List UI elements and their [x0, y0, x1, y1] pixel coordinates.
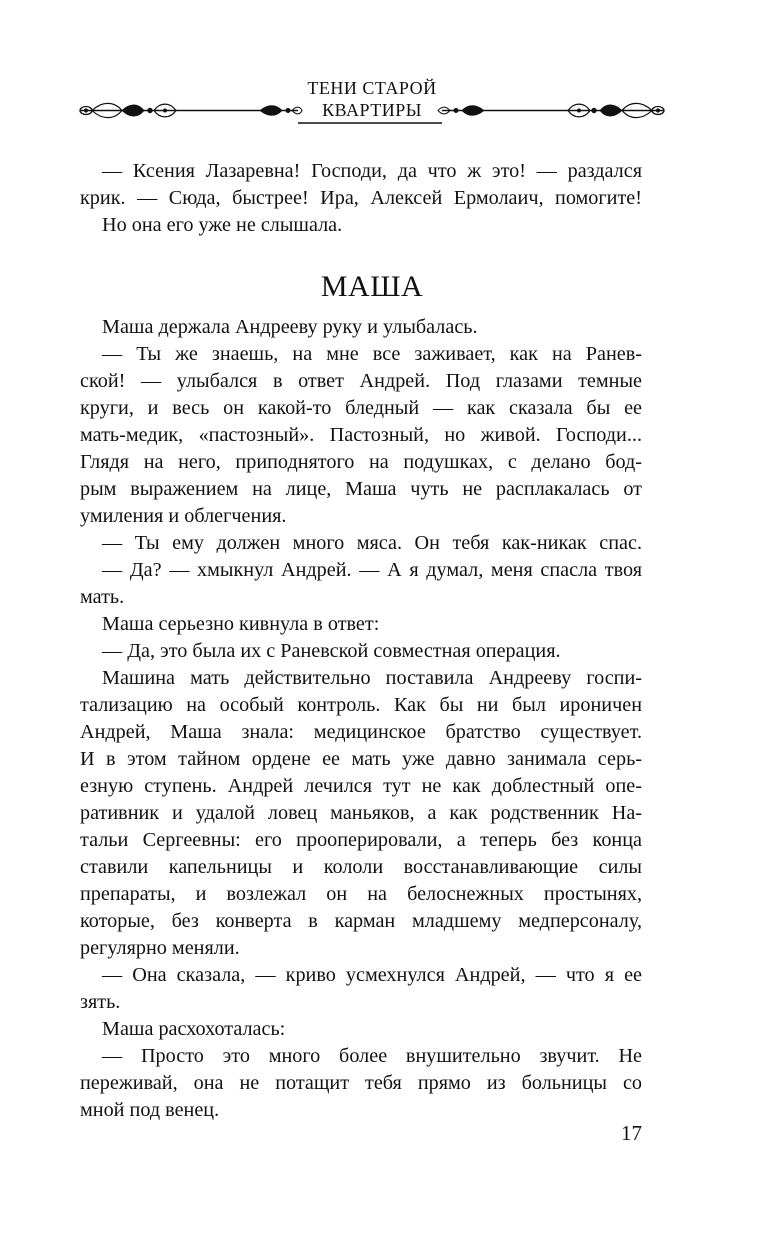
text-line: Машина мать действительно поставила Андрееву госпи-: [102, 667, 642, 689]
text-line: — Ксения Лазаревна! Господи, да что ж это! — раздался: [102, 160, 642, 182]
text-line: которые, без конверта в карман младшему медперсоналу,: [80, 910, 642, 932]
text-line: препараты, и возлежал он на белоснежных простынях,: [80, 883, 642, 905]
text-line: мать-медик, «пастозный». Пастозный, но живой. Господи...: [80, 424, 642, 446]
text-line: мать.: [80, 586, 125, 608]
text-line: тализацию на особый контроль. Как бы ни был ироничен: [80, 694, 642, 716]
text-line: ской! — улыбался в ответ Андрей. Под глазами темные: [80, 370, 642, 392]
text-line: тальи Сергеевны: его прооперировали, а теперь без конца: [80, 829, 642, 851]
text-line: регулярно меняли.: [80, 937, 240, 959]
text-line: — Просто это много более внушительно звучит. Не: [102, 1045, 642, 1067]
text-line: езную ступень. Андрей лечился тут не как доблестный опе-: [80, 775, 642, 797]
text-line: зять.: [80, 991, 121, 1013]
running-header: [72, 76, 672, 124]
header-title-line2: КВАРТИРЫ: [322, 100, 422, 120]
text-line: И в этом тайном ордене ее мать уже давно занимала серь-: [80, 748, 642, 770]
intro-text: [80, 158, 642, 239]
text-line: — Да, это была их с Раневской совместная операция.: [102, 640, 561, 662]
ornament-rule: [72, 98, 672, 124]
header-title-line1: ТЕНИ СТАРОЙ: [307, 78, 437, 98]
text-line: переживай, она не потащит тебя прямо из больницы со: [80, 1072, 642, 1094]
text-line: круги, и весь он какой-то бледный — как сказала бы ее: [80, 397, 642, 419]
text-line: — Она сказала, — криво усмехнулся Андрей, — что я ее: [102, 964, 642, 986]
text-line: Но она его уже не слышала.: [102, 214, 343, 236]
text-line: Андрей, Маша знала: медицинское братство существует.: [80, 721, 642, 743]
text-line: Маша расхохоталась:: [102, 1018, 286, 1040]
text-line: ставили капельницы и кололи восстанавливающие силы: [80, 856, 642, 878]
text-line: Маша серьезно кивнула в ответ:: [102, 613, 380, 635]
text-line: — Да? — хмыкнул Андрей. — А я думал, меня спасла твоя: [102, 559, 642, 581]
text-line: умиления и облегчения.: [80, 505, 287, 527]
chapter-title: МАША: [320, 270, 424, 303]
chapter-text: [80, 314, 642, 1124]
page-number: 17: [621, 1121, 642, 1145]
text-line: Маша держала Андрееву руку и улыбалась.: [102, 316, 478, 338]
text-line: ративник и удалой ловец маньяков, а как родственник На-: [80, 802, 642, 824]
text-line: мной под венец.: [80, 1099, 220, 1121]
text-line: — Ты же знаешь, на мне все заживает, как на Ранев-: [102, 343, 642, 365]
text-line: крик. — Сюда, быстрее! Ира, Алексей Ермолаич, помогите!: [80, 187, 642, 209]
text-line: рым выражением на лице, Маша чуть не расплакалась от: [80, 478, 642, 500]
text-line: — Ты ему должен много мяса. Он тебя как-никак спас.: [102, 532, 642, 554]
text-line: Глядя на него, приподнятого на подушках, с делано бод-: [80, 451, 642, 473]
